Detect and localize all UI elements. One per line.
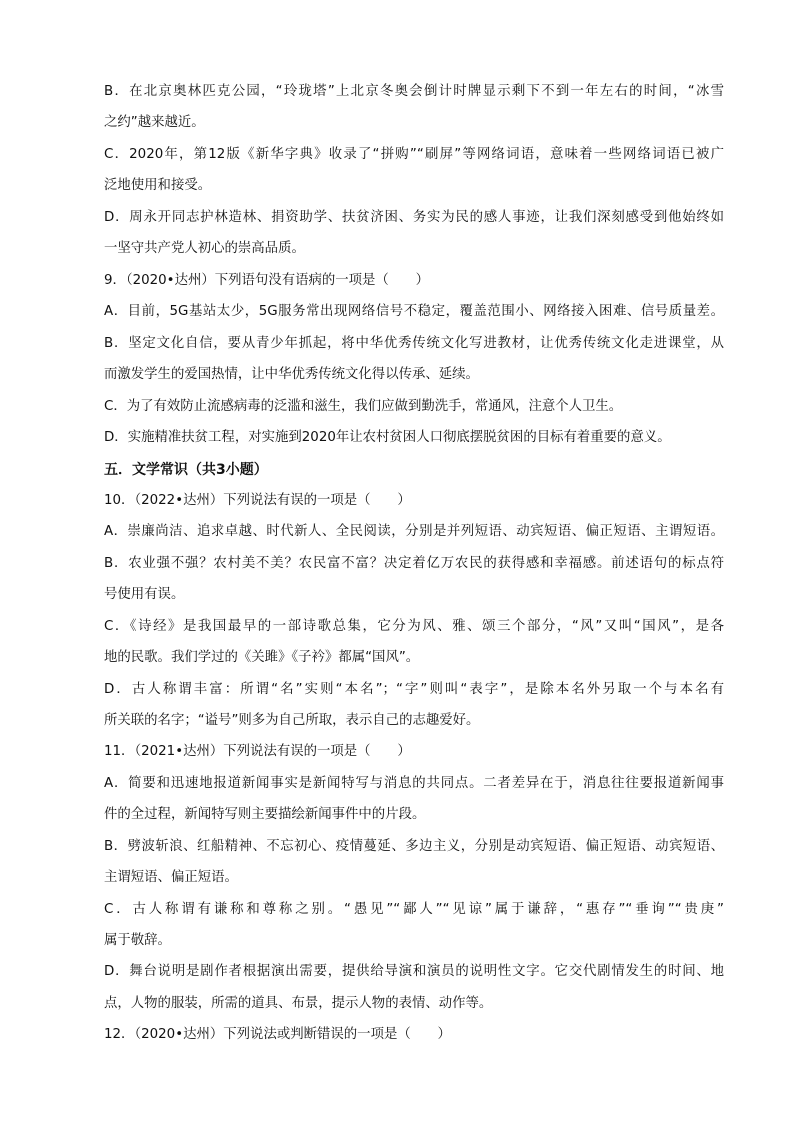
question-10-option-c-line-2: 地的民歌。我们学过的《关雎》《子衿》都属“国风”。 (104, 650, 420, 665)
question-9-stem: 9．（2020•达州）下列语句没有语病的一项是（ ） (104, 273, 429, 288)
option-c-line-1: C．2020年，第12版《新华字典》收录了“拼购”“刷屏”等网络词语，意味着一些网络词语已被广 (104, 147, 724, 162)
question-12-stem: 12．（2020•达州）下列说法或判断错误的一项是（ ） (104, 1027, 451, 1042)
question-11-stem: 11．（2021•达州）下列说法有误的一项是（ ） (104, 744, 411, 759)
question-9-option-c: C．为了有效防止流感病毒的泛滥和滋生，我们应做到勤洗手，常通风，注意个人卫生。 (104, 399, 623, 414)
question-10-option-b-line-1: B．农业强不强？农村美不美？农民富不富？决定着亿万农民的获得感和幸福感。前述语句的标点符 (104, 556, 724, 571)
question-9-option-b-line-1: B．坚定文化自信，要从青少年抓起，将中华优秀传统文化写进教材，让优秀传统文化走进课堂，从 (104, 336, 724, 351)
option-c-line-2: 泛地使用和接受。 (104, 178, 212, 193)
question-10-option-d-line-1: D．古人称谓丰富：所谓“名”实则“本名”；“字”则叫“表字”，是除本名外另取一个与本名有 (104, 682, 724, 697)
question-11-option-c-line-2: 属于敬辞。 (104, 933, 171, 948)
question-11-option-a-line-1: A．简要和迅速地报道新闻事实是新闻特写与消息的共同点。二者差异在于，消息往往要报道新闻事 (104, 776, 724, 791)
question-9-option-d: D．实施精准扶贫工程，对实施到2020年让农村贫困人口彻底摆脱贫困的目标有着重要的意义。 (104, 430, 671, 445)
option-b-line-1: B．在北京奥林匹克公园，“玲珑塔”上北京冬奥会倒计时牌显示剩下不到一年左右的时间，“冰雪 (104, 84, 724, 99)
question-11-option-c-line-1: C．古人称谓有谦称和尊称之别。“愚见”“鄙人”“见谅”属于谦辞，“惠存”“垂询”“贵庚” (104, 902, 724, 917)
question-11-option-a-line-2: 件的全过程，新闻特写则主要描绘新闻事件中的片段。 (104, 807, 426, 822)
question-10-stem: 10．（2022•达州）下列说法有误的一项是（ ） (104, 493, 411, 508)
question-10-option-a: A．崇廉尚洁、追求卓越、时代新人、全民阅读，分别是并列短语、动宾短语、偏正短语、主谓短语。 (104, 524, 724, 539)
question-11-option-b-line-1: B．劈波斩浪、红船精神、不忘初心、疫情蔓延、多边主义，分别是动宾短语、偏正短语、动宾短语、 (104, 839, 724, 854)
option-d-line-2: 一坚守共产党人初心的崇高品质。 (104, 241, 305, 256)
question-11-option-b-line-2: 主谓短语、偏正短语。 (104, 870, 238, 885)
question-9-option-a: A．目前，5G基站太少，5G服务常出现网络信号不稳定，覆盖范围小、网络接入困难、信号质量差。 (104, 304, 724, 319)
question-11-option-d-line-2: 点，人物的服装，所需的道具、布景，提示人物的表情、动作等。 (104, 996, 493, 1011)
question-10-option-d-line-2: 所关联的名字；“谥号”则多为自己所取，表示自己的志趣爱好。 (104, 713, 480, 728)
question-9-option-b-line-2: 而激发学生的爱国热情，让中华优秀传统文化得以传承、延续。 (104, 367, 479, 382)
question-10-option-c-line-1: C．《诗经》是我国最早的一部诗歌总集，它分为风、雅、颂三个部分，“风”又叫“国风”，是各 (104, 619, 724, 634)
section-heading-literature: 五．文学常识（共3小题） (104, 462, 268, 478)
option-b-line-2: 之约”越来越近。 (104, 115, 205, 130)
option-d-line-1: D．周永开同志护林造林、捐资助学、扶贫济困、务实为民的感人事迹，让我们深刻感受到他始终如 (104, 210, 724, 225)
question-11-option-d-line-1: D．舞台说明是剧作者根据演出需要，提供给导演和演员的说明性文字。它交代剧情发生的时间、地 (104, 964, 724, 979)
question-10-option-b-line-2: 号使用有误。 (104, 587, 185, 602)
